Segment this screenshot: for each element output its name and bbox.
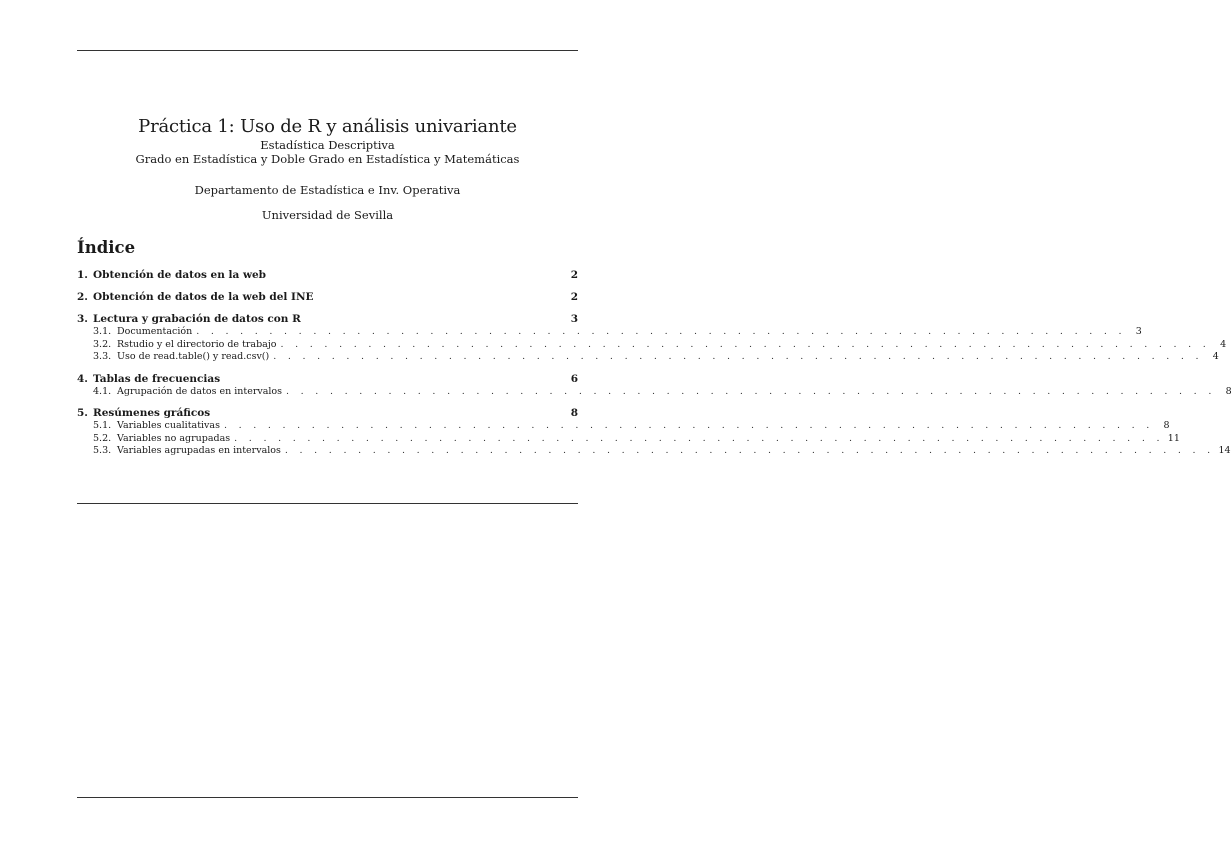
toc-subentry[interactable] [77,351,1219,364]
toc-subentry-label: Variables cualitativas [117,420,220,431]
toc-subentry-page: 3 [1135,326,1142,337]
toc-leader-dots: . . . . . . . . . . . . . . . . . . . . . . . . . . . . . . . . . . . . . . . . . . . . . . . . . . . . . . . . . . . . . . . . [286,385,1216,397]
toc-subentry-number: 5.2. [93,432,112,444]
toc-subentry-number: 5.3. [93,445,112,456]
toc-entry-page: 6 [570,372,578,385]
toc-subentry-page: 14 [1218,445,1231,456]
toc-entry-page: 3 [570,313,578,325]
middle-rule [77,503,578,504]
toc-heading: Índice [77,238,136,257]
toc-subentry[interactable] [77,420,1170,433]
toc-entry-page: 8 [570,407,578,419]
toc-subentry-number: 3.1. [93,326,112,337]
toc-subentry-number: 3.3. [93,351,112,362]
toc-entry-label: Lectura y grabación de datos con R [92,313,301,325]
toc-leader-dots: . . . . . . . . . . . . . . . . . . . . . . . . . . . . . . . . . . . . . . . . . . . . . . . . . . . . . . . . . . . . . . . . [280,338,1211,350]
toc-subentry[interactable] [77,385,1232,399]
toc-section [77,407,1231,458]
toc-subentry-page: 8 [1163,420,1170,431]
table-of-contents [77,238,1232,467]
university-name: Universidad de Sevilla [261,208,394,222]
toc-section [77,291,578,304]
toc-entry-page: 2 [570,269,578,281]
toc-subentry-label: Agrupación de datos en intervalos [117,385,283,397]
toc-entry-number: 1. [77,269,88,281]
toc-subentry-label: Variables agrupadas en intervalos [117,445,281,456]
toc-subentry[interactable] [77,445,1231,458]
toc-section [77,313,1227,364]
toc-subentry-number: 4.1. [93,385,112,397]
toc-leader-dots: . . . . . . . . . . . . . . . . . . . . . . . . . . . . . . . . . . . . . . . . . . . . . . . . . . . . . . . . . . . . . . . . [223,420,1154,431]
toc-entry-label: Obtención de datos en la web [92,269,267,281]
toc-entry-number: 4. [77,372,88,385]
toc-entry-label: Tablas de frecuencias [92,372,221,385]
department-name: Departamento de Estadística e Inv. Operativa [194,183,461,197]
toc-leader-dots: . . . . . . . . . . . . . . . . . . . . . . . . . . . . . . . . . . . . . . . . . . . . . . . . . . . . . . . . . . . . . . . . [284,445,1215,456]
toc-subentry-page: 4 [1220,338,1227,350]
toc-section [77,269,578,282]
toc-entry-number: 5. [77,407,88,419]
toc-section [77,372,1232,399]
toc-leader-dots: . . . . . . . . . . . . . . . . . . . . . . . . . . . . . . . . . . . . . . . . . . . . . . . . . . . . . . . . . . . . . . . . [273,351,1203,362]
toc-entry[interactable] [77,373,578,386]
toc-subentry-label: Rstudio y el directorio de trabajo [117,338,277,350]
title-block [77,116,578,222]
toc-subentry-page: 8 [1225,385,1232,397]
toc-subentry-number: 3.2. [93,338,112,350]
degree-name: Grado en Estadística y Doble Grado en Estadística y Matemáticas [135,152,520,166]
toc-entry-label: Obtención de datos de la web del INE [92,291,314,303]
toc-subentry-page: 11 [1167,432,1180,444]
toc-entry[interactable] [77,291,578,304]
toc-subentry[interactable] [77,326,1142,339]
bottom-rule [77,797,578,798]
toc-leader-dots: . . . . . . . . . . . . . . . . . . . . . . . . . . . . . . . . . . . . . . . . . . . . . . . . . . . . . . . . . . . . . . . . [234,432,1164,444]
top-rule [77,50,578,51]
toc-subentry-label: Documentación [117,326,193,337]
toc-entry[interactable] [77,407,578,420]
toc-subentry-number: 5.1. [93,420,112,431]
toc-subentry[interactable] [77,338,1227,352]
toc-entry-label: Resúmenes gráficos [92,407,211,419]
course-name: Estadística Descriptiva [260,138,395,152]
toc-subentry-label: Variables no agrupadas [117,432,231,444]
toc-entry-page: 2 [570,291,578,303]
document-title: Práctica 1: Uso de R y análisis univariante [138,116,517,137]
toc-entry-number: 3. [77,313,88,325]
toc-list [77,269,1232,458]
toc-leader-dots: . . . . . . . . . . . . . . . . . . . . . . . . . . . . . . . . . . . . . . . . . . . . . . . . . . . . . . . . . . . . . . . . [196,326,1126,337]
toc-entry[interactable] [77,313,578,326]
toc-subentry[interactable] [77,432,1180,446]
toc-entry-number: 2. [77,291,88,303]
toc-subentry-page: 4 [1212,351,1219,362]
toc-entry[interactable] [77,269,578,282]
toc-subentry-label: Uso de read.table() y read.csv() [117,351,270,362]
